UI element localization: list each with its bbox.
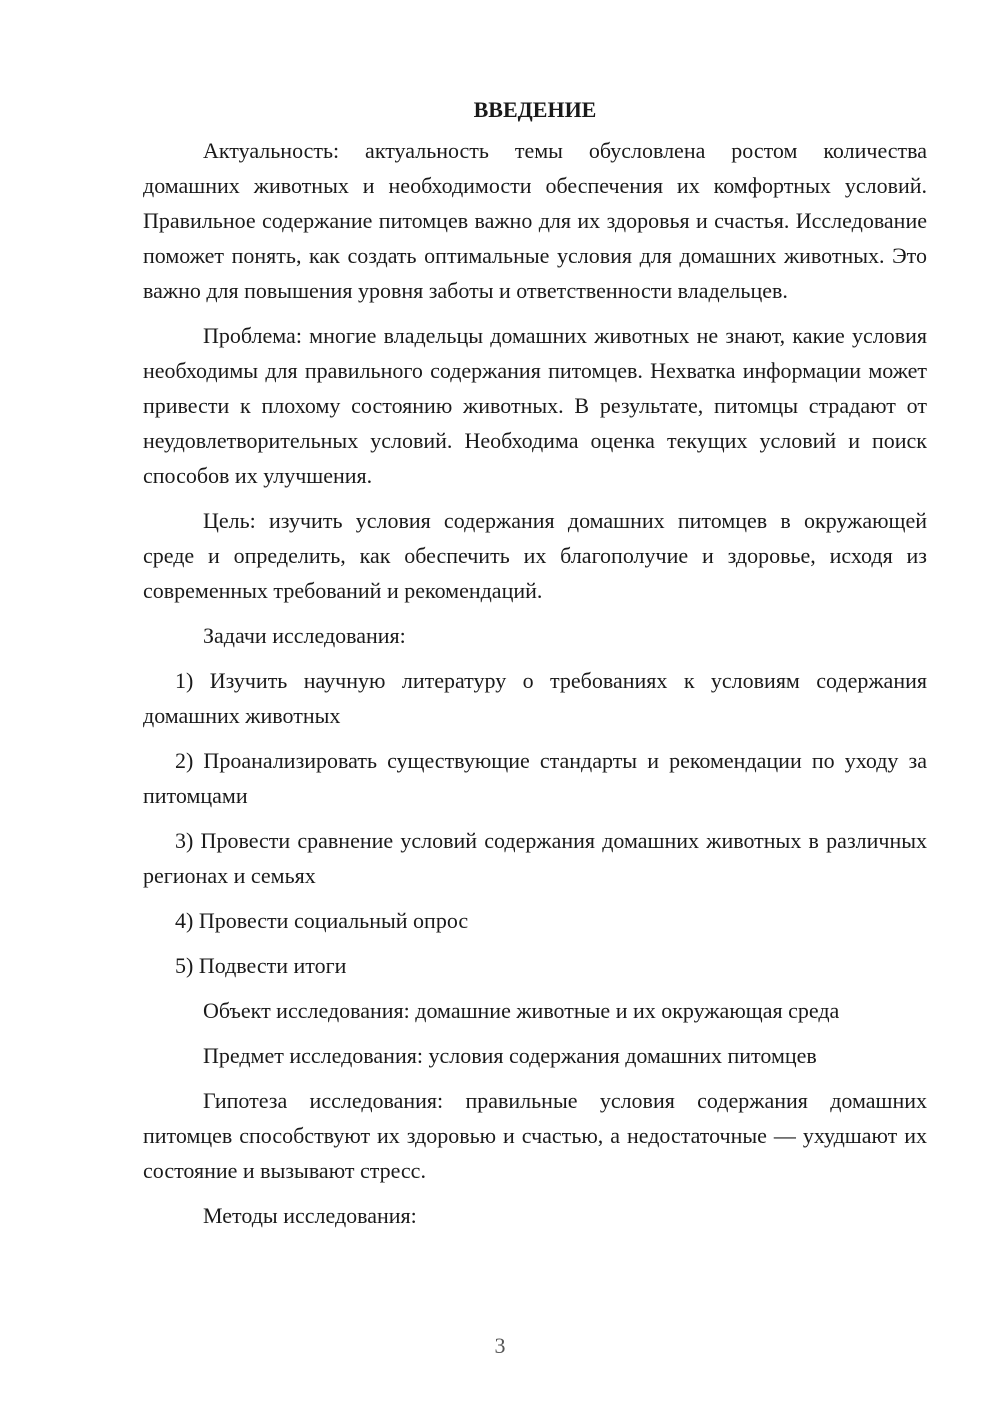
- page-number: 3: [494, 1333, 506, 1358]
- paragraph-object: Объект исследования: домашние животные и их окружающая среда: [203, 998, 840, 1023]
- paragraph-subject: Предмет исследования: условия содержания домашних питомцев: [203, 1043, 817, 1068]
- document-page: [143, 92, 927, 1243]
- paragraph-relevance: Актуальность: актуальность темы обусловлена ростом количества домашних животных и необходимости обеспечения их комфортных условий. Правильное содержание питомцев важно для их здоровья и счастья. Исследование поможет понять, как создать оптимальные условия для домашних животных. Это важно для повышения уровня заботы и ответственности владельцев.: [143, 138, 927, 303]
- paragraph-goal: Цель: изучить условия содержания домашних питомцев в окружающей среде и определить, как обеспечить их благополучие и здоровье, исходя из современных требований и рекомендаций.: [143, 508, 927, 603]
- paragraph-methods: Методы исследования:: [203, 1203, 417, 1228]
- task-item-4: 4) Провести социальный опрос: [175, 908, 469, 933]
- paragraph-problem: Проблема: многие владельцы домашних животных не знают, какие условия необходимы для правильного содержания питомцев. Нехватка информации может привести к плохому состоянию животных. В результате, питомцы страдают от неудовлетворительных условий. Необходима оценка текущих условий и поиск способов их улучшения.: [143, 323, 927, 488]
- task-item-5: 5) Подвести итоги: [175, 953, 347, 978]
- task-item-3: 3) Провести сравнение условий содержания домашних животных в различных регионах и семьях: [143, 828, 927, 888]
- task-item-1: 1) Изучить научную литературу о требованиях к условиям содержания домашних животных: [143, 668, 927, 728]
- paragraph-hypothesis: Гипотеза исследования: правильные условия содержания домашних питомцев способствуют их здоровью и счастью, а недостаточные — ухудшают их состояние и вызывают стресс.: [143, 1088, 927, 1183]
- task-item-2: 2) Проанализировать существующие стандарты и рекомендации по уходу за питомцами: [143, 748, 927, 808]
- page-title: ВВЕДЕНИЕ: [473, 97, 597, 122]
- paragraph-tasks-heading: Задачи исследования:: [203, 623, 406, 648]
